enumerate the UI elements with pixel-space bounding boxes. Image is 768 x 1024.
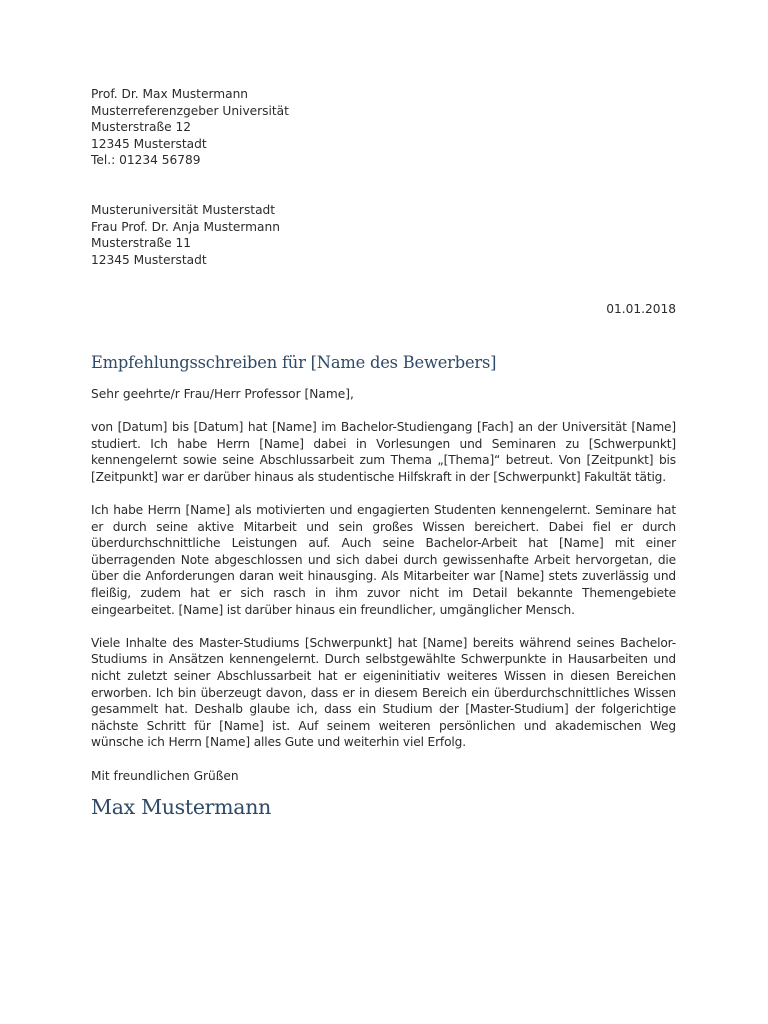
signature-name: Max Mustermann xyxy=(91,795,272,820)
body-paragraph: von [Datum] bis [Datum] hat [Name] im Bachelor-Studiengang [Fach] an der Universität [Name] studiert. Ich habe Herrn [Name] dabei in Vorlesungen und Seminaren zu [Schwerpunkt] kennengelernt sowie seine Abschlussarbeit zum Thema „[Thema]“ betreut. Von [Zeitpunkt] bis [Zeitpunkt] war er darüber hinaus als studentische Hilfskraft in der [Schwerpunkt] Fakultät tätig. xyxy=(91,420,676,484)
body-paragraph: Viele Inhalte des Master-Studiums [Schwerpunkt] hat [Name] bereits während seines Bachelor-Studiums in Ansätzen kennengelernt. Durch selbstgewählte Schwerpunkte in Hausarbeiten und nicht zuletzt seiner Abschlussarbeit hat er eigeninitiativ weiteres Wissen in diesen Bereichen erworben. Ich bin überzeugt davon, dass er in diesem Bereich ein überdurchschnittliches Wissen gesammelt hat. Deshalb glaube ich, dass ein Studium der [Master-Studium] der folgerichtige nächste Schritt für [Name] ist. Auf seinem weiteren persönlichen und akademischen Weg wünsche ich Herrn [Name] alles Gute und weiterhin viel Erfolg. xyxy=(91,635,676,750)
recipient-name: Frau Prof. Dr. Anja Mustermann xyxy=(91,219,280,234)
sender-name: Prof. Dr. Max Mustermann xyxy=(91,87,249,101)
sender-phone: Tel.: 01234 56789 xyxy=(91,153,201,168)
sender-institution: Musterreferenzgeber Universität xyxy=(91,103,289,118)
letter-salutation: Sehr geehrte/r Frau/Herr Professor [Name], xyxy=(91,386,354,401)
sender-address xyxy=(91,86,676,169)
sender-street: Musterstraße 12 xyxy=(91,120,192,135)
sender-city: 12345 Musterstadt xyxy=(91,136,207,151)
recipient-city: 12345 Musterstadt xyxy=(91,252,207,267)
letter-page xyxy=(91,86,676,820)
recipient-institution: Musteruniversität Musterstadt xyxy=(91,202,276,217)
letter-closing: Mit freundlichen Grüßen xyxy=(91,768,239,783)
letter-date: 01.01.2018 xyxy=(606,302,676,317)
body-paragraph: Ich habe Herrn [Name] als motivierten und engagierten Studenten kennengelernt. Seminare hat er durch seine aktive Mitarbeit und sein großes Wissen bereichert. Dabei fiel er durch überdurchschnittliche Leistungen auf. Auch seine Bachelor-Arbeit hat [Name] mit einer überragenden Note abgeschlossen und sich dabei durch gewissenhafte Arbeit hervorgetan, die über die Anforderungen daran weit hinausging. Als Mitarbeiter war [Name] stets zuverlässig und fleißig, zudem hat er sich rasch in ihm zuvor nicht im Detail bekannte Themengebiete eingearbeitet. [Name] ist darüber hinaus ein freundlicher, umgänglicher Mensch. xyxy=(91,503,676,617)
recipient-street: Musterstraße 11 xyxy=(91,236,192,251)
recipient-address xyxy=(91,202,676,268)
letter-subject: Empfehlungsschreiben für [Name des Bewerbers] xyxy=(91,352,497,372)
